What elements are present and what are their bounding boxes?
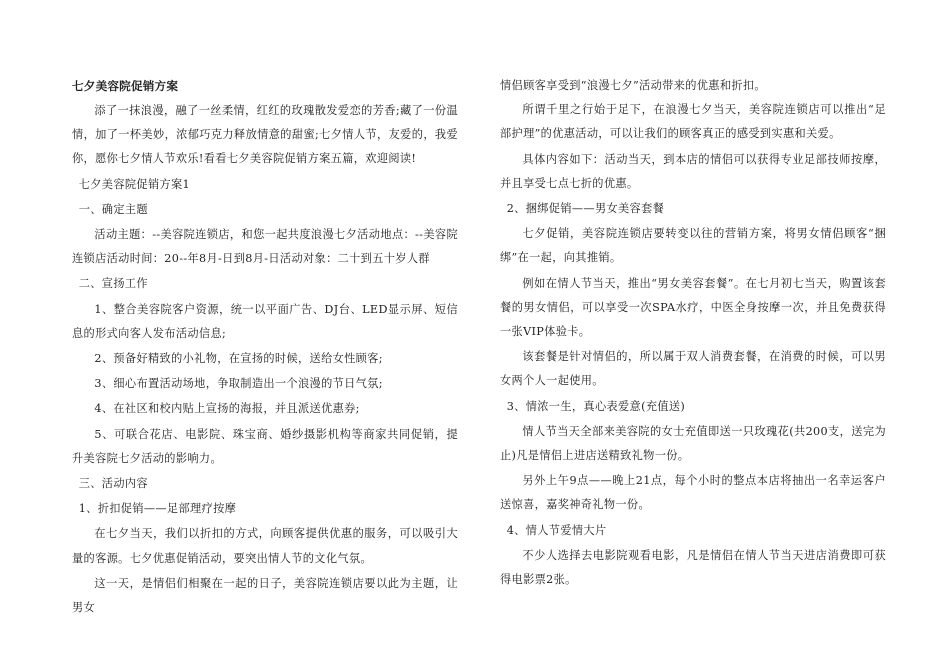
section-heading: 2、捆绑促销——男女美容套餐	[506, 202, 665, 216]
right-column-body	[500, 74, 886, 592]
paragraph: 另外上午9点——晚上21点，每个小时的整点本店将抽出一名幸运客户送惊喜，嘉奖神奇礼物一份。	[500, 474, 886, 512]
paragraph: 例如在情人节当天，推出“男女美容套餐”。在七月初七当天，购置该套餐的男女情侣，可以享受一次SPA水疗，中医全身按摩一次，并且免费获得一张VIP体验卡。	[500, 276, 886, 339]
paragraph: 这一天，是情侣们相聚在一起的日子，美容院连锁店要以此为主题，让男女	[72, 576, 458, 615]
paragraph: 5、可联合花店、电影院、珠宝商、婚纱摄影机构等商家共同促销，提升美容院七夕活动的影响力。	[72, 427, 458, 465]
paragraph: 七夕促销，美容院连锁店要转变以往的营销方案，将男女情侣顾客“捆绑”在一起，向其推销。	[500, 227, 886, 265]
paragraph: 活动主题：--美容院连锁店，和您一起共度浪漫七夕活动地点：--美容院连锁店活动时间：20--年8月-日到8月-日活动对象：二十到五十岁人群	[72, 228, 458, 266]
section-heading: 1、折扣促销——足部理疗按摩	[78, 502, 237, 516]
paragraph: 情人节当天全部来美容院的女士充值即送一只玫瑰花(共200支，送完为止)凡是情侣上进店送精致礼物一份。	[500, 424, 886, 463]
document-title: 七夕美容院促销方案	[72, 79, 179, 93]
paragraph: 在七夕当天，我们以折扣的方式，向顾客提供优惠的服务，可以吸引大量的客源。七夕优惠促销活动，要突出情人节的文化气氛。	[72, 527, 458, 565]
paragraph: 1、整合美容院客户资源，统一以平面广告、DJ台、LED显示屏、短信息的形式向客人发布活动信息;	[72, 302, 458, 340]
section-heading: 三、活动内容	[78, 477, 148, 491]
left-column-body	[72, 99, 458, 620]
paragraph: 该套餐是针对情侣的，所以属于双人消费套餐，在消费的时候，可以男女两个人一起使用。	[500, 350, 886, 388]
paragraph: 所谓千里之行始于足下，在浪漫七夕当天，美容院连锁店可以推出“足部护理”的优惠活动，可以让我们的顾客真正的感受到实惠和关爱。	[500, 103, 886, 141]
left-column	[72, 74, 458, 621]
section-heading: 七夕美容院促销方案1	[78, 177, 191, 191]
right-column	[500, 74, 886, 593]
section-heading: 4、情人节爱情大片	[506, 523, 607, 537]
section-heading: 一、确定主题	[78, 202, 148, 216]
paragraph: 添了一抹浪漫，融了一丝柔情，红红的玫瑰散发爱恋的芳香;藏了一份温情，加了一杯美妙，浓郁巧克力释放情意的甜蜜;七夕情人节，友爱的，我爱你，愿你七夕情人节欢乐!看看七夕美容院促销方案五篇，欢迎阅读!	[72, 104, 458, 166]
paragraph: 不少人选择去电影院观看电影，凡是情侣在情人节当天进店消费即可获得电影票2张。	[500, 548, 886, 587]
section-heading: 二、宣扬工作	[78, 277, 148, 291]
section-heading: 3、情浓一生，真心表爱意(充值送)	[506, 399, 686, 413]
paragraph: 3、细心布置活动场地，争取制造出一个浪漫的节日气氛;	[94, 377, 383, 391]
paragraph-continuation: 情侣顾客享受到“浪漫七夕”活动带来的优惠和折扣。	[500, 79, 766, 92]
paragraph: 2、预备好精致的小礼物，在宣扬的时候，送给女性顾客;	[94, 352, 383, 366]
paragraph: 具体内容如下：活动当天，到本店的情侣可以获得专业足部技师按摩，并且享受七点七折的优惠。	[500, 152, 886, 190]
paragraph: 4、在社区和校内贴上宣扬的海报，并且派送优惠券;	[94, 402, 360, 416]
